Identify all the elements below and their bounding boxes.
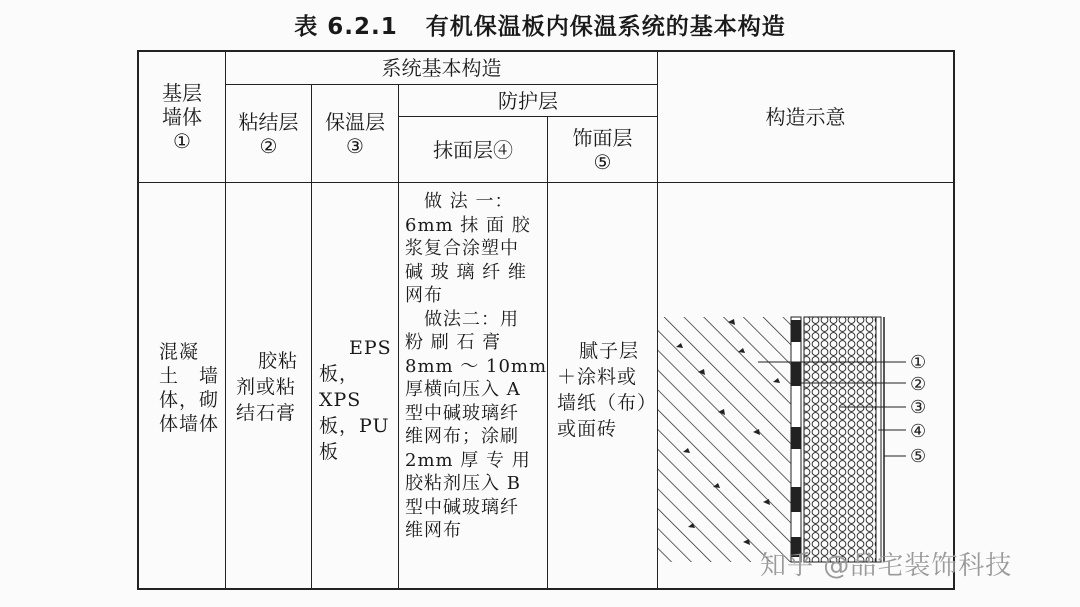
cell-text: 板，XPS <box>319 363 362 411</box>
cell-text: 体墙体 <box>159 413 220 435</box>
cell-text: 6mm 抹 面 胶 <box>405 214 531 236</box>
header-text: ⑤ <box>593 149 612 174</box>
header-text: ② <box>259 133 278 158</box>
cell-insulation-layer <box>319 335 399 465</box>
plaster-layer <box>876 317 881 562</box>
cell-text: 墙纸（布） <box>557 392 658 414</box>
header-protection-group: 防护层 <box>498 88 558 113</box>
base-wall-hatch <box>658 317 791 562</box>
cell-text: 8mm ～ 10mm <box>405 355 548 377</box>
cell-text: 浆复合涂塑中 <box>405 238 519 259</box>
header-text: ③ <box>346 133 364 158</box>
table-title-text: 有机保温板内保温系统的基本构造 <box>425 14 786 40</box>
cell-text: 网布 <box>405 285 443 306</box>
cell-text: 板，PU <box>319 415 390 437</box>
cell-text: 型中碱玻璃纤 <box>405 496 519 518</box>
cell-plaster-layer <box>405 190 548 543</box>
header-text: 基层 <box>162 81 202 105</box>
bonding-strip <box>791 317 801 562</box>
cell-text: 土 墙 <box>159 365 220 387</box>
cell-text: ＋涂料或 <box>557 366 638 388</box>
cell-text: EPS <box>349 337 392 359</box>
cell-base-layer <box>159 340 219 436</box>
cell-text: 板 <box>319 441 340 463</box>
header-finish-layer <box>548 117 657 182</box>
header-text: 墙体 <box>162 105 202 129</box>
cell-finish-layer <box>557 338 658 442</box>
cell-text: 胶粘剂压入 B <box>405 473 521 494</box>
cell-text: 粉 刷 石 膏 <box>405 332 502 353</box>
cell-text: 剂或粘 <box>236 376 297 398</box>
header-insulation-layer <box>312 85 398 182</box>
header-plaster-layer: 抹面层④ <box>433 137 513 162</box>
cell-text: 维网布 <box>405 520 462 541</box>
header-system-group: 系统基本构造 <box>381 56 502 80</box>
cell-text: 胶粘 <box>258 350 299 372</box>
label-3: ③ <box>910 397 927 418</box>
label-5: ⑤ <box>910 446 927 467</box>
table-number: 表 6.2.1 <box>294 14 398 40</box>
grid-line <box>547 116 548 588</box>
cell-text: 做法二：用 <box>405 308 519 330</box>
header-text: 粘结层 <box>238 109 299 134</box>
cell-text: 碱 玻 璃 纤 维 <box>405 261 527 283</box>
label-2: ② <box>910 374 927 395</box>
cell-text: 维网布；涂刷 <box>405 426 519 447</box>
cell-text: 混凝 <box>159 341 200 363</box>
header-base-layer <box>139 52 225 182</box>
cell-text: 2mm 厚 专 用 <box>405 449 531 471</box>
header-text: 保温层 <box>325 109 385 134</box>
header-diagram: 构造示意 <box>765 105 846 129</box>
cell-bonding-layer <box>236 348 308 426</box>
construction-diagram <box>658 252 953 572</box>
table-title <box>0 8 1080 41</box>
grid-line <box>139 182 953 183</box>
insulation-board <box>804 317 876 562</box>
cell-text: 做 法 一： <box>405 191 514 212</box>
header-text: 饰面层 <box>572 125 633 150</box>
header-bonding-layer <box>226 85 311 182</box>
cell-text: 结石膏 <box>236 402 297 424</box>
cell-text: 体，砌 <box>159 389 220 411</box>
header-text: ① <box>173 129 191 153</box>
cell-text: 或面砖 <box>557 418 618 440</box>
cell-text: 厚横向压入 A <box>405 379 521 400</box>
label-1: ① <box>910 352 927 373</box>
cell-text: 腻子层 <box>579 340 640 362</box>
cell-text: 型中碱玻璃纤 <box>405 402 519 424</box>
label-4: ④ <box>910 421 927 442</box>
construction-table <box>137 50 955 590</box>
watermark: 知乎 @品宅装饰科技 <box>760 551 1013 581</box>
